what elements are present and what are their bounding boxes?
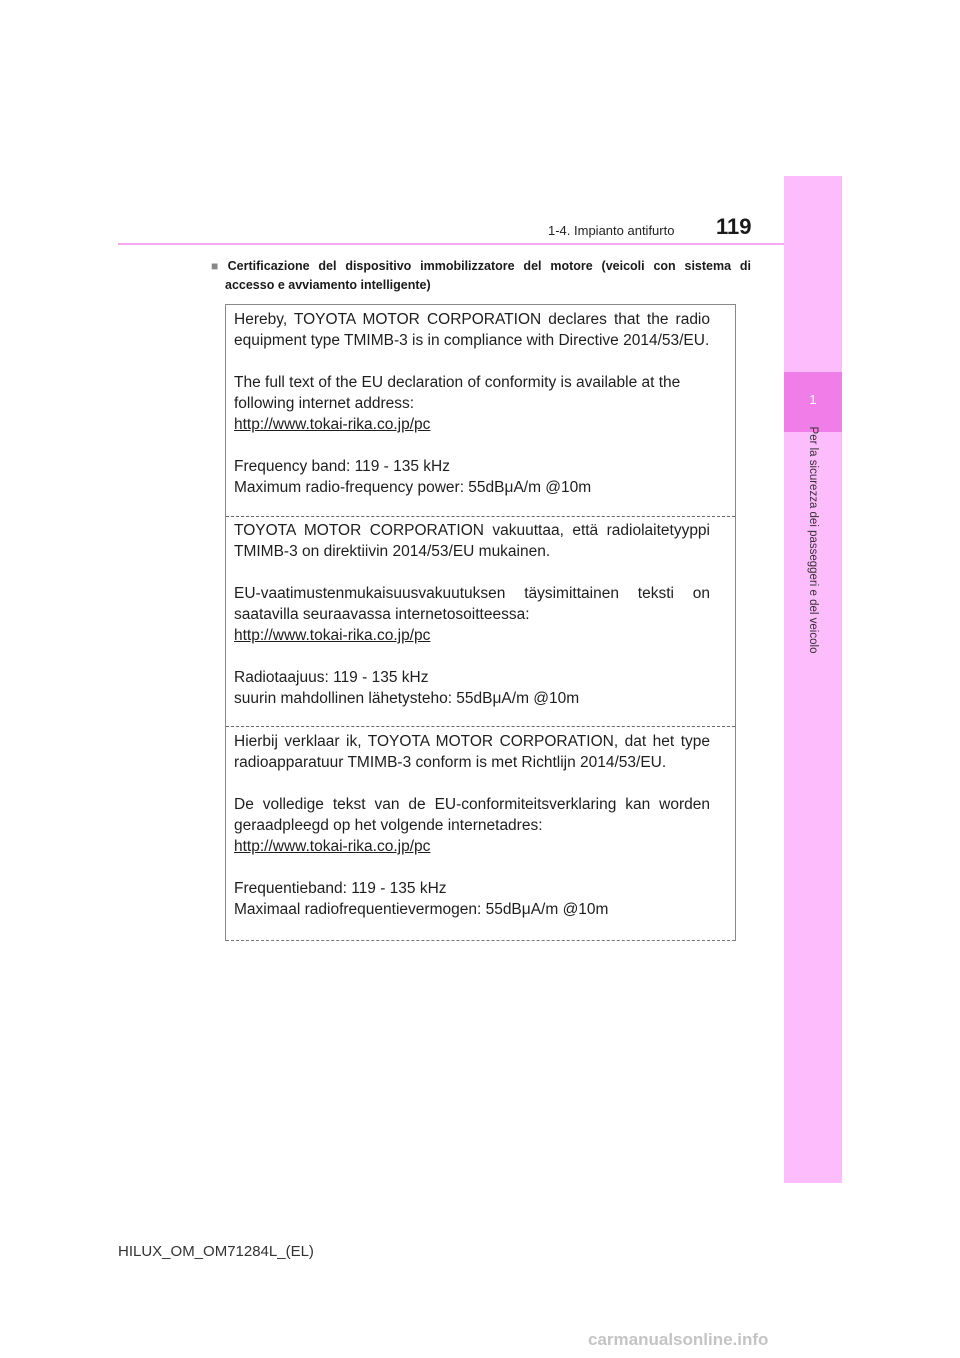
cert-line: Radiotaajuus: 119 - 135 kHz — [234, 669, 429, 686]
cert-line: TOYOTA MOTOR CORPORATION vakuuttaa, että radiolaitetyyppi — [234, 522, 710, 539]
document-code: HILUX_OM_OM71284L_(EL) — [118, 1243, 314, 1260]
chapter-side-tab — [784, 176, 842, 1183]
section-divider — [226, 516, 735, 517]
cert-line: Hierbij verklaar ik, TOYOTA MOTOR CORPORATION, dat het type — [234, 733, 710, 750]
certificate-url-link[interactable]: http://www.tokai-rika.co.jp/pc — [234, 627, 431, 644]
certificate-bottom-rule — [226, 940, 735, 941]
page-number: 119 — [716, 214, 752, 239]
cert-line: Hereby, TOYOTA MOTOR CORPORATION declares that the radio — [234, 311, 710, 328]
section-heading — [211, 257, 751, 295]
chapter-title: Per la sicurezza dei passeggeri e del veicolo — [807, 426, 819, 654]
cert-line: radioapparatuur TMIMB-3 conform is met Richtlijn 2014/53/EU. — [234, 754, 667, 771]
section-label: 1-4. Impianto antifurto — [548, 223, 675, 238]
header-rule — [118, 243, 842, 245]
cert-line: De volledige tekst van de EU-conformiteitsverklaring kan worden — [234, 796, 710, 813]
cert-line: equipment type TMIMB-3 is in compliance with Directive 2014/53/EU. — [234, 332, 710, 349]
cert-line: Frequency band: 119 - 135 kHz — [234, 458, 450, 475]
cert-line: The full text of the EU declaration of conformity is available at the — [234, 374, 681, 391]
certificate-box — [225, 304, 736, 941]
cert-line: saatavilla seuraavassa internetosoitteessa: — [234, 606, 530, 623]
cert-line: Maximum radio-frequency power: 55dBμA/m @10m — [234, 479, 592, 496]
heading-line-2: accesso e avviamento intelligente) — [225, 278, 431, 292]
certificate-url-link[interactable]: http://www.tokai-rika.co.jp/pc — [234, 838, 431, 855]
heading-line-1: Certificazione del dispositivo immobilizzatore del motore (veicoli con sistema di — [227, 259, 752, 273]
cert-line: geraadpleegd op het volgende internetadres: — [234, 817, 543, 834]
cert-line: Maximaal radiofrequentievermogen: 55dBμA/m @10m — [234, 901, 609, 918]
certificate-finnish — [234, 520, 710, 709]
certificate-dutch — [234, 731, 710, 920]
chapter-number: 1 — [809, 392, 817, 407]
cert-line: TMIMB-3 on direktiivin 2014/53/EU mukainen. — [234, 543, 551, 560]
section-divider — [226, 726, 735, 727]
cert-line: EU-vaatimustenmukaisuusvakuutuksen täysimittainen teksti on — [234, 585, 710, 602]
square-bullet-icon: ■ — [211, 259, 224, 273]
watermark: carmanualsonline.info — [588, 1330, 769, 1349]
cert-line: Frequentieband: 119 - 135 kHz — [234, 880, 447, 897]
certificate-english — [234, 309, 710, 498]
cert-line: suurin mahdollinen lähetysteho: 55dBμA/m @10m — [234, 690, 580, 707]
cert-line: following internet address: — [234, 395, 415, 412]
certificate-url-link[interactable]: http://www.tokai-rika.co.jp/pc — [234, 416, 431, 433]
